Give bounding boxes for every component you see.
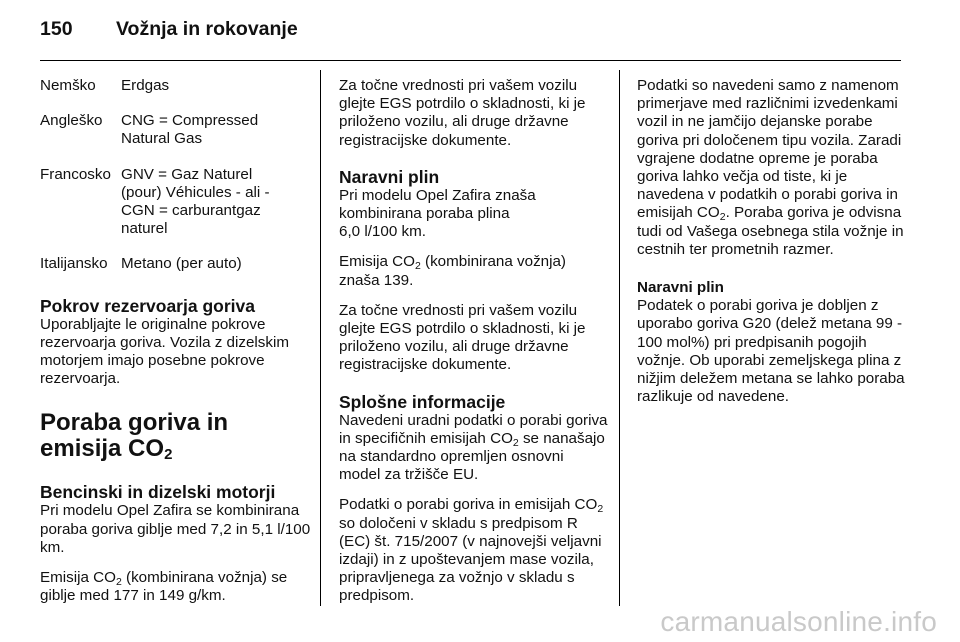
subscript: 2 <box>719 211 726 224</box>
general-info-heading: Splošne informacije <box>339 391 506 412</box>
text: 6,0 l/100 km. <box>339 223 426 241</box>
subscript: 2 <box>512 436 519 449</box>
watermark: carmanualsonline.info <box>660 606 937 637</box>
natural-gas-text <box>339 187 609 242</box>
language-name: Nemško <box>40 77 96 94</box>
subscript: 2 <box>414 260 421 273</box>
intro-text: Za točne vrednosti pri vašem vozilu glejte EGS potrdilo o skladnosti, ki je priloženo vozilu, ali druge državne registracijske dokumente. <box>339 77 586 149</box>
natural-gas-subheading: Naravni plin <box>637 279 724 297</box>
text: Pri modelu Opel Zafira znaša <box>339 186 536 204</box>
fuel-cap-heading: Pokrov rezervoarja goriva <box>40 295 255 316</box>
language-name: Italijansko <box>40 255 108 273</box>
page-number: 150 <box>40 18 73 40</box>
subscript: 2 <box>597 503 604 516</box>
text: (kombinirana vožnja) znaša 139. <box>339 253 566 289</box>
petrol-diesel-emission <box>40 569 312 605</box>
language-row-english <box>40 112 312 148</box>
consumption-heading <box>40 410 312 462</box>
column-divider-1 <box>320 70 321 606</box>
language-name: Francosko <box>40 165 111 183</box>
language-name: Angleško <box>40 112 103 130</box>
subscript: 2 <box>164 446 173 464</box>
text: . Poraba goriva je odvisna tudi od Vašega osebnega stila vožnje in cestnih ter prometnih razmer. <box>637 204 904 258</box>
language-value: Metano (per auto) <box>121 255 242 273</box>
language-row-italian <box>40 255 312 273</box>
column-3 <box>637 77 909 418</box>
text: (kombinirana vožnja) se giblje med 177 in 149 g/km. <box>40 569 288 605</box>
column-divider-2 <box>619 70 620 606</box>
column-1 <box>40 77 312 617</box>
language-value: Erdgas <box>121 77 170 94</box>
fuel-cap-text: Uporabljajte le originalne pokrove rezervoarja goriva. Vozila z dizelskim motorjem imajo posebne pokrove rezervoarja. <box>40 315 289 388</box>
text: Podatki so navedeni samo z namenom primerjave med različnimi izvedenkami vozil in ne jamčijo dejanske porabe goriva pri določenem tipu vozila. Zaradi vgrajene dodatne opreme je poraba goriva lahko večja od tiste, ki je navedena v podatkih o porabi goriva in emisijah CO <box>637 77 902 222</box>
natural-gas-consumption-text: Podatek o porabi goriva je dobljen z uporabo goriva G20 (delež metana 99 - 100 mol%) pri predpisanih pogojih vožnje. Ob uporabi zemeljskega plina z nižjim deležem metana se lahko poraba razlikuje od navedene. <box>637 297 905 406</box>
petrol-diesel-heading: Bencinski in dizelski motorji <box>40 482 276 503</box>
general-info-text <box>339 412 609 485</box>
header-divider <box>40 60 901 61</box>
regulation-text <box>339 496 609 605</box>
language-value: GNV = Gaz Naturel (pour) Véhicules - ali - CGN = carburantgaz naturel <box>121 165 270 238</box>
language-row-french <box>40 166 312 239</box>
text: kombinirana poraba plina <box>339 205 510 223</box>
petrol-diesel-text: Pri modelu Opel Zafira se kombinirana poraba goriva giblje med 7,2 in 5,1 l/100 km. <box>40 502 311 556</box>
text: Navedeni uradni podatki o porabi goriva in specifičnih emisijah CO <box>339 411 608 447</box>
repeat-text: Za točne vrednosti pri vašem vozilu glejte EGS potrdilo o skladnosti, ki je priloženo vozilu, ali druge državne registracijske dokumente. <box>339 301 586 374</box>
language-row-german <box>40 77 312 95</box>
natural-gas-heading: Naravni plin <box>339 166 440 187</box>
text: Emisija CO <box>339 253 415 271</box>
consumption-heading-line1: Poraba goriva in <box>40 409 229 437</box>
language-value: CNG = Compressed Natural Gas <box>121 112 259 148</box>
text: se nanašajo na standardno opremljen osnovni model za tržišče EU. <box>339 429 605 484</box>
subscript: 2 <box>115 576 122 589</box>
page-title: Vožnja in rokovanje <box>116 18 298 40</box>
text: Emisija CO <box>40 569 116 587</box>
text: Podatki o porabi goriva in emisijah CO <box>339 496 598 514</box>
column-2 <box>339 77 609 618</box>
natural-gas-emission <box>339 253 609 289</box>
page-header <box>40 18 298 41</box>
comparison-text <box>637 77 909 259</box>
text: so določeni v skladu s predpisom R (EC) št. 715/2007 (v najnovejši veljavni izdaji) in z upoštevanjem mase vozila, pripravljenega za vožnjo v skladu s predpisom. <box>339 514 602 605</box>
consumption-heading-line2: emisija CO <box>40 435 165 463</box>
